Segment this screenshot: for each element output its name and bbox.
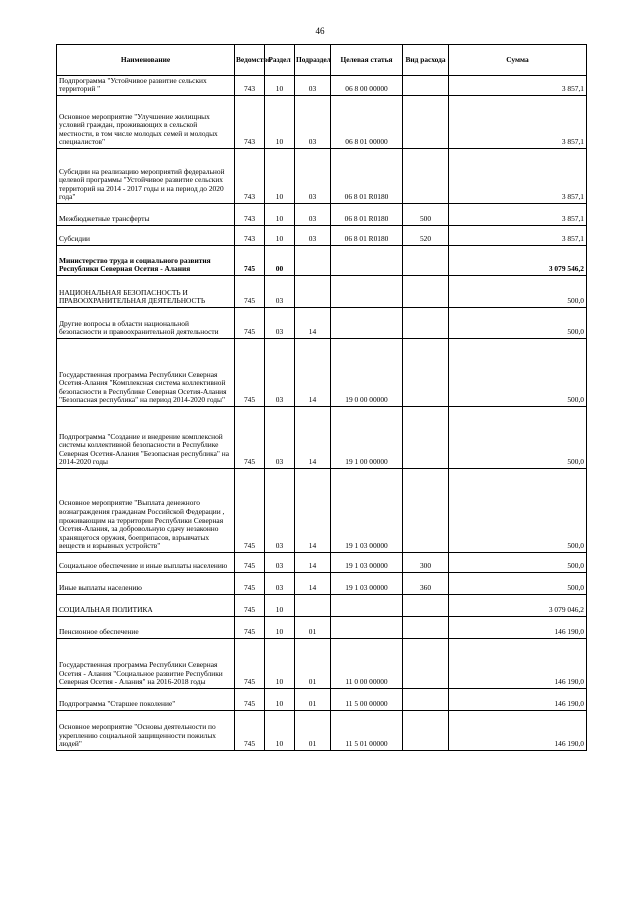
row-sum-cell: 146 190,0: [449, 639, 587, 689]
row-podrazdel-cell: 03: [295, 76, 331, 96]
row-expense-type-cell: 520: [403, 226, 449, 246]
row-target-cell: 06 8 01 00000: [331, 96, 403, 149]
row-name-cell: Пенсионное обеспечение: [57, 617, 235, 639]
row-sum-cell: 3 857,1: [449, 204, 587, 226]
row-target-cell: 11 5 00 00000: [331, 689, 403, 711]
row-name-cell: Субсидии: [57, 226, 235, 246]
table-row: [57, 246, 587, 276]
header-name: Наименование: [57, 45, 235, 76]
row-podrazdel-cell: 03: [295, 149, 331, 204]
row-target-cell: 06 8 01 R0180: [331, 149, 403, 204]
row-vedomstvo-cell: 745: [235, 553, 265, 573]
row-razdel-cell: 10: [265, 689, 295, 711]
row-podrazdel-cell: 14: [295, 308, 331, 339]
table-row: [57, 573, 587, 595]
row-name-cell: НАЦИОНАЛЬНАЯ БЕЗОПАСНОСТЬ И ПРАВООХРАНИТЕЛЬНАЯ ДЕЯТЕЛЬНОСТЬ: [57, 276, 235, 308]
row-name-cell: Субсидии на реализацию мероприятий федеральной целевой программы "Устойчивое развитие сельских территорий на 2014 - 2017 годы и на период до 2020 года": [57, 149, 235, 204]
row-podrazdel-cell: 01: [295, 689, 331, 711]
row-podrazdel-cell: 03: [295, 204, 331, 226]
row-expense-type-cell: [403, 339, 449, 407]
header-expense-type: Вид расхода: [403, 45, 449, 76]
row-target-cell: [331, 308, 403, 339]
row-expense-type-cell: [403, 76, 449, 96]
header-podrazdel: Подраздел: [295, 45, 331, 76]
table-row: [57, 204, 587, 226]
row-expense-type-cell: 360: [403, 573, 449, 595]
row-razdel-cell: 10: [265, 639, 295, 689]
row-expense-type-cell: [403, 276, 449, 308]
row-razdel-cell: 03: [265, 276, 295, 308]
header-razdel: Раздел: [265, 45, 295, 76]
row-vedomstvo-cell: 745: [235, 246, 265, 276]
row-sum-cell: 146 190,0: [449, 711, 587, 751]
row-name-cell: Межбюджетные трансферты: [57, 204, 235, 226]
table-row: [57, 308, 587, 339]
row-name-cell: Министерство труда и социального развития Республики Северная Осетия - Алания: [57, 246, 235, 276]
row-name-cell: СОЦИАЛЬНАЯ ПОЛИТИКА: [57, 595, 235, 617]
row-sum-cell: 3 857,1: [449, 226, 587, 246]
table-row: [57, 553, 587, 573]
row-vedomstvo-cell: 745: [235, 276, 265, 308]
row-sum-cell: 3 857,1: [449, 96, 587, 149]
row-vedomstvo-cell: 743: [235, 149, 265, 204]
row-razdel-cell: 03: [265, 469, 295, 553]
row-podrazdel-cell: 01: [295, 617, 331, 639]
row-expense-type-cell: [403, 149, 449, 204]
row-vedomstvo-cell: 745: [235, 469, 265, 553]
row-name-cell: Другие вопросы в области национальной безопасности и правоохранительной деятельности: [57, 308, 235, 339]
row-name-cell: Государственная программа Республики Северная Осетия-Алания "Комплексная система коллективной безопасности в Республике Северная Осетия-Алания "Безопасная республика" на период 2014-2020 годы": [57, 339, 235, 407]
row-razdel-cell: 10: [265, 96, 295, 149]
row-expense-type-cell: [403, 689, 449, 711]
table-row: [57, 595, 587, 617]
row-razdel-cell: 03: [265, 573, 295, 595]
row-podrazdel-cell: [295, 276, 331, 308]
row-target-cell: 19 1 00 00000: [331, 407, 403, 469]
row-expense-type-cell: 500: [403, 204, 449, 226]
row-target-cell: 06 8 01 R0180: [331, 226, 403, 246]
row-podrazdel-cell: 14: [295, 339, 331, 407]
row-target-cell: 19 1 03 00000: [331, 573, 403, 595]
row-target-cell: 19 1 03 00000: [331, 553, 403, 573]
row-expense-type-cell: [403, 639, 449, 689]
table-row: [57, 617, 587, 639]
row-razdel-cell: 03: [265, 407, 295, 469]
table-row: [57, 226, 587, 246]
row-razdel-cell: 10: [265, 76, 295, 96]
row-sum-cell: 3 857,1: [449, 149, 587, 204]
page-number: 46: [315, 26, 325, 36]
row-vedomstvo-cell: 743: [235, 204, 265, 226]
row-sum-cell: 500,0: [449, 276, 587, 308]
row-sum-cell: 500,0: [449, 553, 587, 573]
row-podrazdel-cell: 14: [295, 407, 331, 469]
row-expense-type-cell: [403, 308, 449, 339]
row-expense-type-cell: [403, 711, 449, 751]
row-name-cell: Основное мероприятие "Основы деятельности по укреплению социальной защищенности пожилых людей": [57, 711, 235, 751]
row-podrazdel-cell: 01: [295, 639, 331, 689]
row-vedomstvo-cell: 745: [235, 711, 265, 751]
row-razdel-cell: 10: [265, 204, 295, 226]
row-podrazdel-cell: 03: [295, 226, 331, 246]
row-sum-cell: 146 190,0: [449, 689, 587, 711]
table-row: [57, 96, 587, 149]
table-row: [57, 76, 587, 96]
row-sum-cell: 3 857,1: [449, 76, 587, 96]
table-row: [57, 407, 587, 469]
row-podrazdel-cell: [295, 246, 331, 276]
row-name-cell: Иные выплаты населению: [57, 573, 235, 595]
table-header-row: [57, 45, 587, 76]
row-podrazdel-cell: 01: [295, 711, 331, 751]
table-row: [57, 689, 587, 711]
header-vedomstvo: Ведомство: [235, 45, 265, 76]
row-name-cell: Основное мероприятие "Выплата денежного вознаграждения гражданам Российской Федерации , проживающим на территории Республики Северная Осетия-Алания, за добровольную сдачу незаконно хранящегося оружия, боеприпасов, взрывчатых веществ и взрывных устройств": [57, 469, 235, 553]
row-vedomstvo-cell: 745: [235, 639, 265, 689]
row-sum-cell: 3 079 046,2: [449, 595, 587, 617]
row-razdel-cell: 10: [265, 711, 295, 751]
row-podrazdel-cell: 14: [295, 469, 331, 553]
row-expense-type-cell: [403, 407, 449, 469]
row-sum-cell: 500,0: [449, 407, 587, 469]
header-sum: Сумма: [449, 45, 587, 76]
row-target-cell: [331, 595, 403, 617]
row-podrazdel-cell: 14: [295, 573, 331, 595]
row-name-cell: Основное мероприятие "Улучшение жилищных условий граждан, проживающих в сельской местности, в том числе молодых семей и молодых специалистов": [57, 96, 235, 149]
row-target-cell: [331, 617, 403, 639]
row-target-cell: 19 1 03 00000: [331, 469, 403, 553]
header-target: Целевая статья: [331, 45, 403, 76]
table-row: [57, 639, 587, 689]
row-name-cell: Государственная программа Республики Северная Осетия - Алания "Социальное развитие Республики Северная Осетия - Алания" на 2016-2018 годы: [57, 639, 235, 689]
row-vedomstvo-cell: 745: [235, 595, 265, 617]
row-razdel-cell: 10: [265, 226, 295, 246]
row-razdel-cell: 03: [265, 553, 295, 573]
row-vedomstvo-cell: 743: [235, 226, 265, 246]
budget-table: [56, 44, 587, 751]
row-sum-cell: 500,0: [449, 469, 587, 553]
table-row: [57, 711, 587, 751]
row-razdel-cell: 03: [265, 339, 295, 407]
row-name-cell: Социальное обеспечение и иные выплаты населению: [57, 553, 235, 573]
row-vedomstvo-cell: 745: [235, 689, 265, 711]
row-expense-type-cell: [403, 595, 449, 617]
row-expense-type-cell: [403, 96, 449, 149]
row-sum-cell: 500,0: [449, 339, 587, 407]
row-expense-type-cell: [403, 246, 449, 276]
row-razdel-cell: 00: [265, 246, 295, 276]
row-razdel-cell: 03: [265, 308, 295, 339]
table-row: [57, 276, 587, 308]
table-row: [57, 469, 587, 553]
table-row: [57, 339, 587, 407]
row-name-cell: Подпрограмма "Устойчивое развитие сельских территорий ": [57, 76, 235, 96]
row-name-cell: Подпрограмма "Создание и внедрение комплексной системы коллективной безопасности в Республике Северная Осетия-Алания "Безопасная республика" на 2014-2020 годы: [57, 407, 235, 469]
row-target-cell: 06 8 01 R0180: [331, 204, 403, 226]
row-target-cell: 19 0 00 00000: [331, 339, 403, 407]
row-name-cell: Подпрограмма "Старшее поколение": [57, 689, 235, 711]
row-sum-cell: 500,0: [449, 308, 587, 339]
table-row: [57, 149, 587, 204]
row-expense-type-cell: [403, 617, 449, 639]
row-vedomstvo-cell: 745: [235, 617, 265, 639]
row-expense-type-cell: 300: [403, 553, 449, 573]
row-sum-cell: 500,0: [449, 573, 587, 595]
row-podrazdel-cell: [295, 595, 331, 617]
row-razdel-cell: 10: [265, 595, 295, 617]
row-podrazdel-cell: 03: [295, 96, 331, 149]
row-razdel-cell: 10: [265, 617, 295, 639]
row-target-cell: 11 0 00 00000: [331, 639, 403, 689]
row-target-cell: 06 8 00 00000: [331, 76, 403, 96]
row-vedomstvo-cell: 745: [235, 308, 265, 339]
row-razdel-cell: 10: [265, 149, 295, 204]
row-vedomstvo-cell: 743: [235, 76, 265, 96]
row-target-cell: [331, 246, 403, 276]
row-target-cell: [331, 276, 403, 308]
row-vedomstvo-cell: 743: [235, 96, 265, 149]
row-podrazdel-cell: 14: [295, 553, 331, 573]
row-vedomstvo-cell: 745: [235, 407, 265, 469]
row-expense-type-cell: [403, 469, 449, 553]
row-vedomstvo-cell: 745: [235, 339, 265, 407]
row-sum-cell: 146 190,0: [449, 617, 587, 639]
row-sum-cell: 3 079 546,2: [449, 246, 587, 276]
row-vedomstvo-cell: 745: [235, 573, 265, 595]
row-target-cell: 11 5 01 00000: [331, 711, 403, 751]
